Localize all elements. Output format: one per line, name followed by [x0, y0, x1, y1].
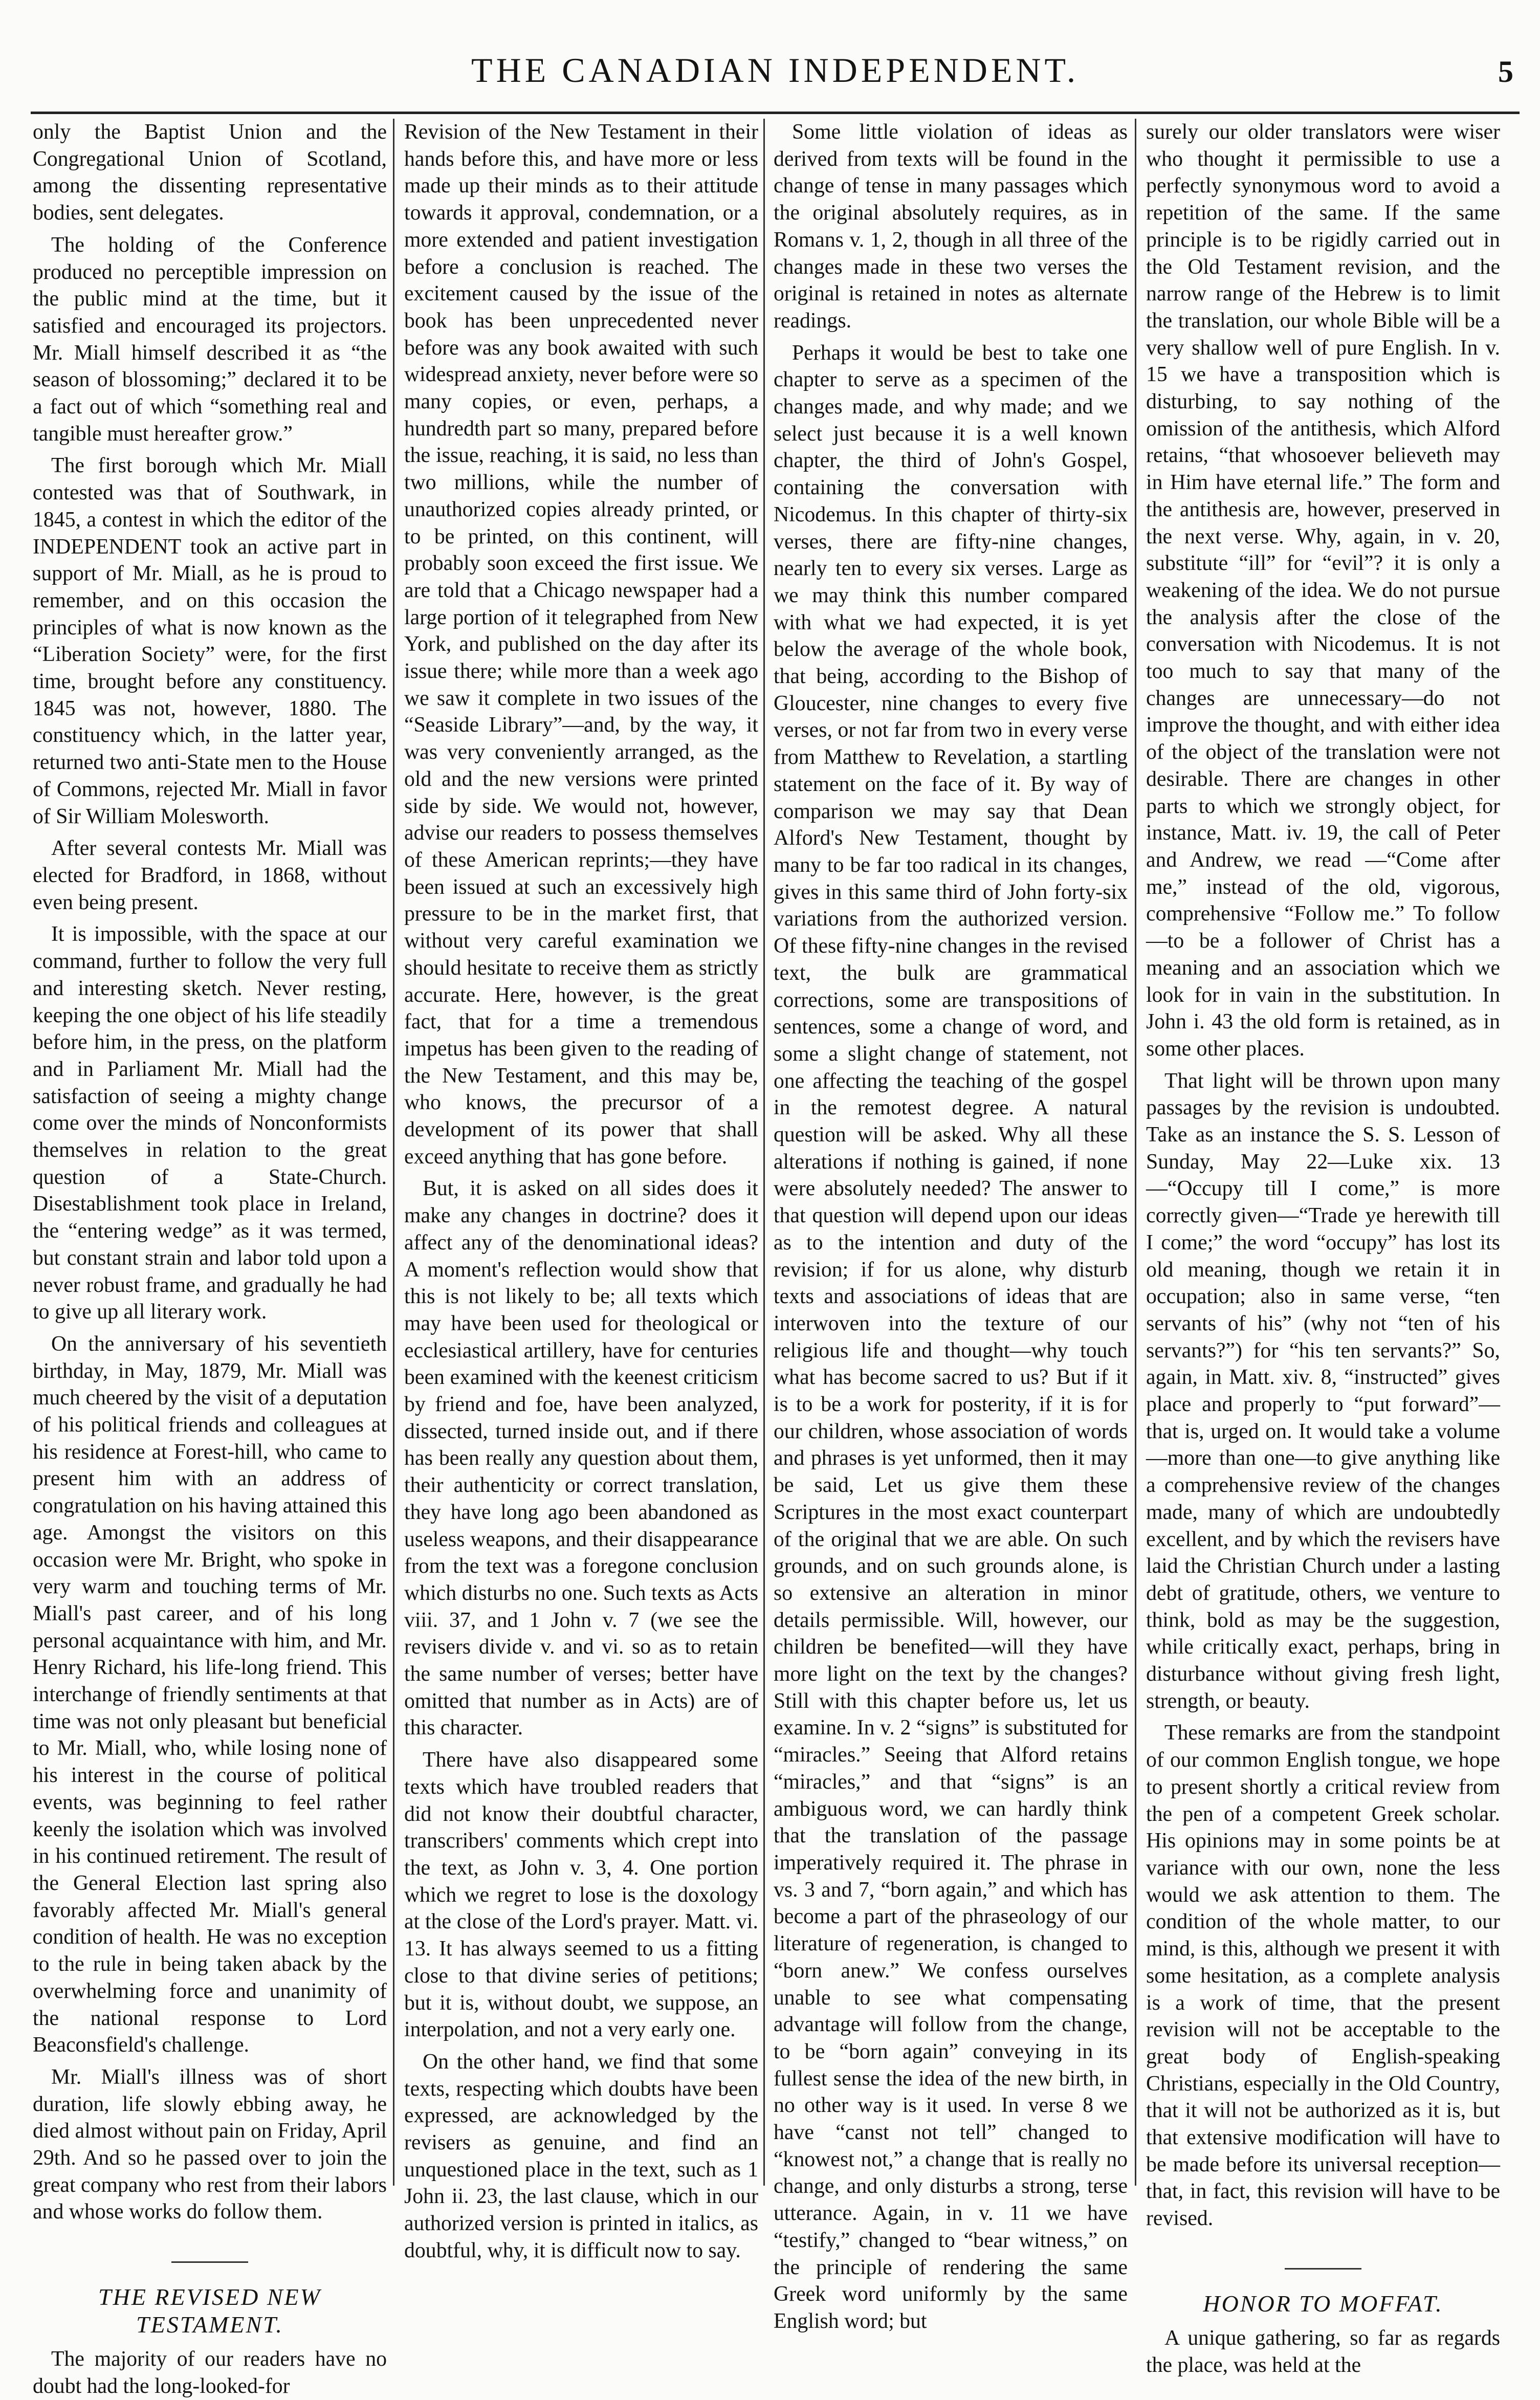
section-divider — [1285, 2268, 1361, 2270]
column-1 — [33, 119, 387, 2398]
article-paragraph: On the anniversary of his seventieth birthday, in May, 1879, Mr. Miall was much cheered by the visit of a deputation of his political friends and colleagues at his residence at Forest-hill, who came to present him with an address of congratulation on his having attained this age. Amongst the visitors on this occasion were Mr. Bright, who spoke in very warm and touching terms of Mr. Miall's past career, and of his long personal acquaintance with him, and Mr. Henry Richard, his life-long friend. This interchange of friendly sentiments at that time was not only pleasant but beneficial to Mr. Miall, who, while losing none of his interest in the course of political events, was beginning to feel rather keenly the isolation which was involved in his continued retirement. The result of the General Election last spring also favorably affected Mr. Miall's general condition of health. He was no exception to the rule in being taken aback by the overwhelming force and unanimity of the national response to Lord Beaconsfield's challenge. — [33, 1332, 387, 2057]
article-paragraph: That light will be thrown upon many passages by the revision is undoubted. Take as an instance the S. S. Lesson of Sunday, May 22—Luke xix. 13—“Occupy till I come,” is more correctly given—“Trade ye herewith till I come;” the word “occupy” has lost its old meaning, though we retain it in occupation; also in same verse, “ten servants of his” (why not “ten of his servants?”) for “his ten servants?” So, again, in Matt. xiv. 8, “instructed” gives place and properly to “put forward”—that is, urged on. It would take a volume—more than one—to give anything like a comprehensive review of the changes made, many of which are undoubtedly excellent, and by which the revisers have laid the Christian Church under a lasting debt of gratitude, others, we venture to think, bold as may be the suggestion, while critically exact, perhaps, bring in disturbance without giving fresh light, strength, or beauty. — [1146, 1069, 1500, 1713]
article-paragraph: It is impossible, with the space at our command, further to follow the very full and interesting sketch. Never resting, keeping the one object of his life steadily before him, in the press, on the platform and in Parliament Mr. Miall had the satisfaction of seeing a mighty change come over the minds of Nonconformists themselves in relation to the great question of a State-Church. Disestablishment took place in Ireland, the “entering wedge” as it was termed, but constant strain and labor told upon a never robust frame, and gradually he had to give up all literary work. — [33, 922, 387, 1324]
article-paragraph: Mr. Miall's illness was of short duration, life slowly ebbing away, he died almost without pain on Friday, April 29th. And so he passed over to join the great company who rest from their labors and whose works do follow them. — [33, 2065, 387, 2224]
column-rule — [1135, 119, 1136, 2186]
column-4 — [1146, 119, 1500, 2377]
article-paragraph: After several contests Mr. Miall was elected for Bradford, in 1868, without even being present. — [33, 836, 387, 914]
article-paragraph: only the Baptist Union and the Congregational Union of Scotland, among the dissenting representative bodies, sent delegates. — [33, 120, 387, 225]
article-paragraph: These remarks are from the standpoint of our common English tongue, we hope to present shortly a critical review from the pen of a competent Greek scholar. His opinions may in some points be at variance with our own, none the less would we ask attention to them. The condition of the whole matter, to our mind, is this, although we present it with some hesitation, as a complete analysis is a work of time, that the present revision will not be acceptable to the great body of English-speaking Christians, especially in the Old Country, that it will not be authorized as it is, but that extensive modification will have to be made before its universal reception—that, in fact, this revision will have to be revised. — [1146, 1721, 1500, 2231]
article-paragraph: The majority of our readers have no doubt had the long-looked-for — [33, 2347, 387, 2398]
article-paragraph: surely our older translators were wiser who thought it permissible to use a perfectly synonymous word to avoid a repetition of the same. If the same principle is to be rigidly carried out in the Old Testament revision, and the narrow range of the Hebrew is to limit the translation, our whole Bible will be a very shallow well of pure English. In v. 15 we have a transposition which is disturbing, to say nothing of the omission of the antithesis, which Alford retains, “that whosoever believeth may in Him have eternal life.” The form and the antithesis are, however, preserved in the next verse. Why, again, in v. 20, substitute “ill” for “evil”? it is only a weakening of the idea. We do not pursue the analysis after the close of the conversation with Nicodemus. It is not too much to say that many of the changes are unnecessary—do not improve the thought, and with either idea of the object of the translation were not desirable. There are changes in other parts to which we strongly object, for instance, Matt. iv. 19, the call of Peter and Andrew, we read —“Come after me,” instead of the old, vigorous, comprehensive “Follow me.” To follow—to be a follower of Christ has a meaning and an association which we look for in vain in the substitution. In John i. 43 the old form is retained, as in some other places. — [1146, 120, 1500, 1061]
column-3 — [774, 119, 1128, 2333]
section-heading: THE REVISED NEW TESTAMENT. — [98, 2284, 321, 2338]
article-paragraph: But, it is asked on all sides does it make any changes in doctrine? does it affect any of the denominational ideas? A moment's reflection would show that this is not likely to be; all texts which may have been used for theological or ecclesiastical artillery, have for centuries been examined with the keenest criticism by friend and foe, have been analyzed, dissected, turned inside out, and if there has been really any question about them, their authenticity or correct translation, they have long ago been abandoned as useless weapons, and their disappearance from the text was a foregone conclusion which disturbs no one. Such texts as Acts viii. 37, and 1 John v. 7 (we see the revisers divide v. and vi. so as to retain the same number of verses; better have omitted that number as in Acts) are of this character. — [404, 1177, 758, 1740]
masthead-title: THE CANADIAN INDEPENDENT. — [471, 51, 1079, 90]
article-paragraph: The first borough which Mr. Miall contested was that of Southwark, in 1845, a contest in which the editor of the INDEPENDENT took an active part in support of Mr. Miall, as he is proud to remember, and on this occasion the principles of what is now known as the “Liberation Society” were, for the first time, brought before any constituency. 1845 was not, however, 1880. The constituency which, in the latter year, returned two anti-State men to the House of Commons, rejected Mr. Miall in favor of Sir William Molesworth. — [33, 454, 387, 828]
article-paragraph: The holding of the Conference produced no perceptible impression on the public mind at the time, but it satisfied and encouraged its projectors. Mr. Miall himself described it as “the season of blossoming;” declared it to be a fact out of which “something real and tangible must hereafter grow.” — [33, 233, 387, 446]
column-rule — [393, 119, 394, 2186]
column-rule — [763, 119, 765, 2186]
section-divider — [171, 2261, 248, 2263]
article-paragraph: Revision of the New Testament in their hands before this, and have more or less made up their minds as to their attitude towards it approval, condemnation, or a more extended and patient investigation before a conclusion is reached. The excitement caused by the issue of the book has been unprecedented never before was any book awaited with such widespread anxiety, never before were so many copies, or even, perhaps, a hundredth part so many, prepared before the issue, reaching, it is said, no less than two millions, while the number of unauthorized copies already printed, or to be printed, on this continent, will probably soon exceed the first issue. We are told that a Chicago newspaper had a large portion of it telegraphed from New York, and published on the day after its issue there; while more than a week ago we saw it complete in two issues of the “Seaside Library”—and, by the way, it was very conveniently arranged, as the old and the new versions were printed side by side. We would not, however, advise our readers to possess themselves of these American reprints;—they have been issued at such an excessively high pressure to be in the market first, that without very careful examination we should hesitate to receive them as strictly accurate. Here, however, is the great fact, that for a time a tremendous impetus has been given to the reading of the New Testament, and this may be, who knows, the precursor of a development of its power that shall exceed anything that has gone before. — [404, 120, 758, 1169]
article-paragraph: Perhaps it would be best to take one chapter to serve as a specimen of the changes made, and why made; and we select just because it is a well known chapter, the third of John's Gospel, containing the conversation with Nicodemus. In this chapter of thirty-six verses, there are fifty-nine changes, nearly ten to every six verses. Large as we may think this number compared with what we had expected, it is yet below the average of the whole book, that being, according to the Bishop of Gloucester, nine changes to every five verses, or not far from two in every verse from Matthew to Revelation, a startling statement on the face of it. By way of comparison we may say that Dean Alford's New Testament, thought by many to be far too radical in its changes, gives in this same third of John forty-six variations from the authorized version. Of these fifty-nine changes in the revised text, the bulk are grammatical corrections, some are transpositions of sentences, some a change of word, and some a slight change of statement, not one affecting the teaching of the gospel in the remotest degree. A natural question will be asked. Why all these alterations if nothing is gained, if none were absolutely needed? The answer to that question will depend upon our ideas as to the intention and duty of the revision; if for us alone, why disturb texts and associations of ideas that are interwoven into the texture of our religious life and thought—why touch what has become sacred to us? But if it is to be a work for posterity, if it is for our children, whose association of words and phrases is yet unformed, then it may be said, Let us give them these Scriptures in the most exact counterpart of the original that we are able. On such grounds, and on such grounds alone, is so extensive an alteration in minor details permissible. Will, however, our children be benefited—will they have more light on the text by the changes? Still with this chapter before us, let us examine. In v. 2 “signs” is substituted for “miracles.” Seeing that Alford retains “miracles,” and that “signs” is an ambiguous word, we can hardly think that the translation of the passage imperatively required it. The phrase in vs. 3 and 7, “born again,” and which has become a part of the phraseology of our literature of regeneration, is changed to “born anew.” We confess ourselves unable to see what compensating advantage will follow from the change, to be “born again” conveying in its fullest sense the idea of the new birth, in no other way is it used. In verse 8 we have “canst not tell” changed to “knowest not,” a change that is really no change, and only disturbs a strong, terse utterance. Again, in v. 11 we have “testify,” changed to “bear witness,” on the principle of rendering the same Greek word uniformly by the same English word; but — [774, 341, 1128, 2333]
article-paragraph: Some little violation of ideas as derived from texts will be found in the change of tense in many passages which the original absolutely requires, as in Romans v. 1, 2, though in all three of the changes made in these two verses the original is retained in notes as alternate readings. — [774, 120, 1128, 333]
page-number: 5 — [1498, 55, 1513, 89]
article-paragraph: A unique gathering, so far as regards the place, was held at the — [1146, 2326, 1500, 2377]
article-paragraph: On the other hand, we find that some texts, respecting which doubts have been expressed, are acknowledged by the revisers as genuine, and find an unquestioned place in the text, such as 1 John ii. 23, the last clause, which in our authorized version is printed in italics, as doubtful, why, it is difficult now to say. — [404, 2050, 758, 2262]
section-heading: HONOR TO MOFFAT. — [1203, 2290, 1443, 2317]
page-header — [31, 35, 1520, 114]
column-2 — [404, 119, 758, 2262]
article-paragraph: There have also disappeared some texts which have troubled readers that did not know their doubtful character, transcribers' comments which crept into the text, as John v. 3, 4. One portion which we regret to lose is the doxology at the close of the Lord's prayer. Matt. vi. 13. It has always seemed to us a fitting close to that divine series of petitions; but it is, without doubt, we suppose, an interpolation, and not a very early one. — [404, 1748, 758, 2042]
